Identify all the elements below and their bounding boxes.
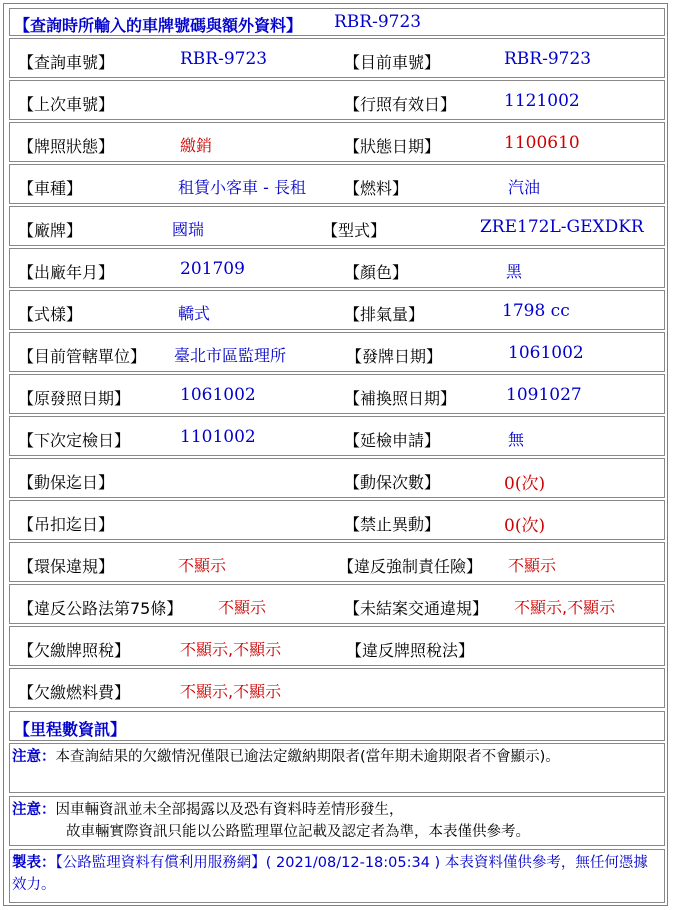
- field-label: 【目前管轄單位】: [18, 347, 147, 366]
- data-row: [9, 416, 665, 456]
- data-row: [9, 458, 665, 498]
- field-value: 轎式: [178, 304, 211, 323]
- data-row: [9, 206, 665, 246]
- field-label: 【違反牌照稅法】: [346, 641, 475, 660]
- field-label: 【原發照日期】: [18, 389, 131, 408]
- field-value: 不顯示: [218, 598, 267, 617]
- field-label: 【行照有效日】: [344, 95, 457, 114]
- field-value: 汽油: [508, 178, 541, 197]
- data-row: [9, 542, 665, 582]
- query-title-plate: RBR-9723: [334, 12, 422, 32]
- field-label: 【發牌日期】: [346, 347, 443, 366]
- note-overdue: [9, 743, 665, 793]
- field-value: RBR-9723: [504, 49, 592, 69]
- data-row: [9, 290, 665, 330]
- field-label: 【補換照日期】: [344, 389, 457, 408]
- field-label: 【目前車號】: [344, 53, 441, 72]
- data-row: [9, 584, 665, 624]
- field-value: ZRE172L-GEXDKR: [480, 217, 644, 237]
- field-label: 【未結案交通違規】: [344, 599, 489, 618]
- note-text: 本查詢結果的欠繳情況僅限已逾法定繳納期限者(當年期未逾期限者不會顯示)。: [55, 749, 560, 765]
- data-row: [9, 122, 665, 162]
- data-row: [9, 332, 665, 372]
- field-label: 【吊扣迄日】: [18, 515, 115, 534]
- mileage-header: 【里程數資訊】: [14, 720, 127, 739]
- field-label: 【延檢申請】: [344, 431, 441, 450]
- field-value: 繳銷: [180, 136, 213, 155]
- field-value: 不顯示: [178, 556, 227, 575]
- field-value: 1061002: [180, 385, 256, 405]
- field-label: 【牌照狀態】: [18, 137, 115, 156]
- mileage-header-row: [9, 711, 665, 741]
- field-value: 0(次): [504, 516, 546, 536]
- data-row: [9, 164, 665, 204]
- field-label: 【出廠年月】: [18, 263, 115, 282]
- field-value: 黑: [506, 262, 523, 281]
- note-text: 【公路監理資料有償利用服務網】( 2021/08/12-18:05:34 ) 本表資料僅供參考，無任何憑據效力。: [12, 855, 648, 893]
- field-value: 1091027: [506, 385, 582, 405]
- field-value: 1100610: [504, 133, 580, 153]
- note-disclosure: [9, 796, 665, 846]
- field-label: 【動保次數】: [344, 473, 441, 492]
- field-value: 租賃小客車 - 長租: [178, 178, 306, 197]
- data-row: [9, 80, 665, 120]
- field-value: 國瑞: [172, 220, 205, 239]
- field-label: 【違反強制責任險】: [338, 557, 483, 576]
- field-label: 【違反公路法第75條】: [18, 599, 183, 618]
- field-label: 【廠牌】: [18, 221, 83, 240]
- field-label: 【車種】: [18, 179, 83, 198]
- field-label: 【欠繳燃料費】: [18, 683, 131, 702]
- data-row: [9, 500, 665, 540]
- note-key: 注意：: [12, 802, 56, 818]
- field-value: 1061002: [508, 343, 584, 363]
- data-row: [9, 626, 665, 666]
- field-label: 【禁止異動】: [344, 515, 441, 534]
- note-key: 注意：: [12, 749, 56, 765]
- query-title-label: 【查詢時所輸入的車牌號碼與額外資料】: [14, 16, 303, 35]
- field-label: 【動保迄日】: [18, 473, 115, 492]
- field-value: 201709: [180, 259, 245, 279]
- field-value: 無: [508, 430, 525, 449]
- data-row: [9, 374, 665, 414]
- field-label: 【燃料】: [344, 179, 409, 198]
- field-value: 不顯示,不顯示: [180, 640, 282, 659]
- field-value: 0(次): [504, 474, 546, 494]
- field-value: RBR-9723: [180, 49, 268, 69]
- note-text-line2: 故車輛實際資訊只能以公路監理單位記載及認定者為準，本表僅供參考。: [66, 824, 530, 840]
- field-label: 【排氣量】: [344, 305, 425, 324]
- field-label: 【式樣】: [18, 305, 83, 324]
- field-value: 1798 cc: [502, 301, 570, 321]
- field-label: 【欠繳牌照稅】: [18, 641, 131, 660]
- data-row: [9, 248, 665, 288]
- query-title-row: [9, 8, 665, 36]
- field-value: 不顯示: [508, 556, 557, 575]
- field-label: 【狀態日期】: [344, 137, 441, 156]
- field-value: 臺北市區監理所: [174, 346, 287, 365]
- field-value: 1121002: [504, 91, 580, 111]
- field-label: 【型式】: [322, 221, 387, 240]
- note-generated: [9, 849, 665, 903]
- field-label: 【上次車號】: [18, 95, 115, 114]
- field-label: 【下次定檢日】: [18, 431, 131, 450]
- data-row: [9, 668, 665, 708]
- field-value: 1101002: [180, 427, 256, 447]
- field-value: 不顯示,不顯示: [514, 598, 616, 617]
- field-label: 【環保違規】: [18, 557, 115, 576]
- field-label: 【查詢車號】: [18, 53, 115, 72]
- field-label: 【顏色】: [344, 263, 409, 282]
- field-value: 不顯示,不顯示: [180, 682, 282, 701]
- note-text: 因車輛資訊並未全部揭露以及恐有資料時差情形發生，: [55, 802, 404, 818]
- data-row: [9, 38, 665, 78]
- note-key: 製表：: [12, 855, 56, 871]
